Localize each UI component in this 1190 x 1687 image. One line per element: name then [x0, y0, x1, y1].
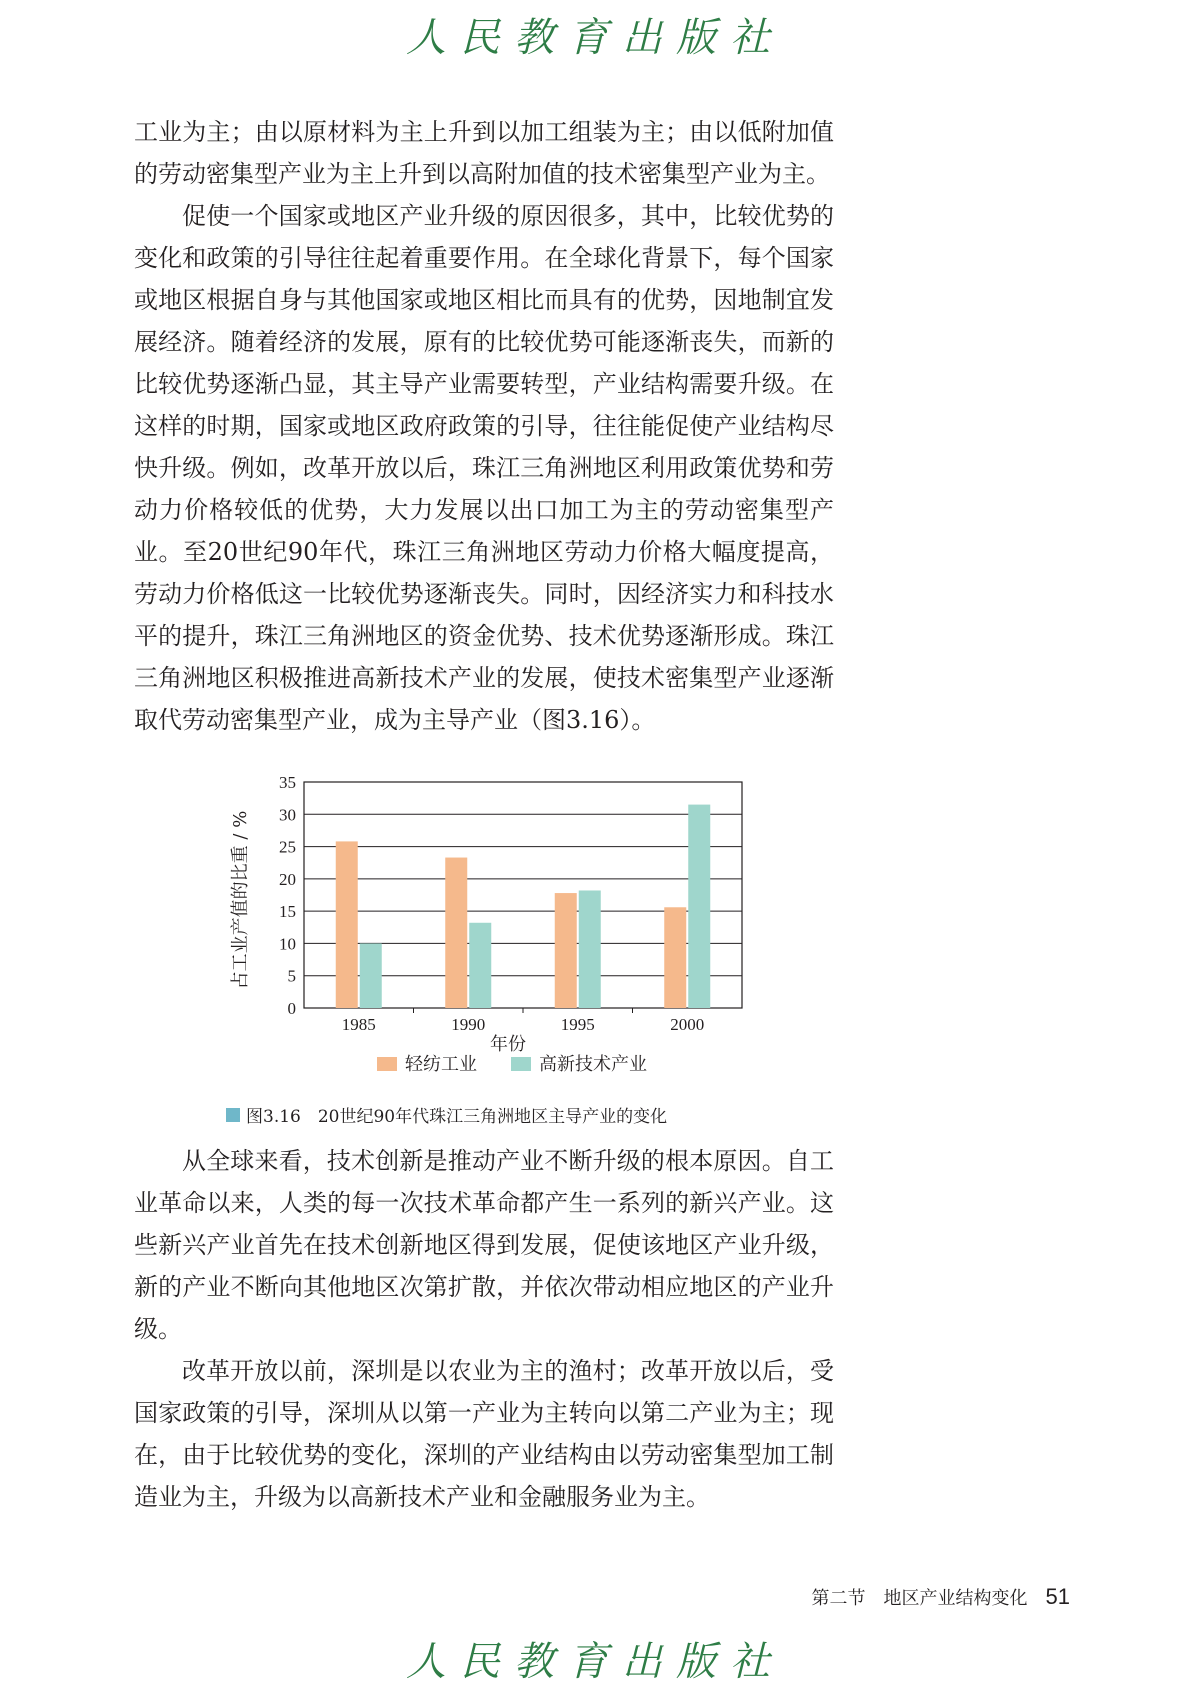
figure-caption	[226, 1102, 667, 1127]
paragraph: 从全球来看，技术创新是推动产业不断升级的根本原因。自工业革命以来，人类的每一次技术革命都产生一系列的新兴产业。这些新兴产业首先在技术创新地区得到发展，促使该地区产业升级，新的产业不断向其他地区次第扩散，并依次带动相应地区的产业升级。	[134, 1147, 834, 1343]
legend-label: 高新技术产业	[539, 1054, 647, 1075]
x-axis-label: 年份	[490, 1034, 526, 1055]
body-text-top	[134, 111, 834, 741]
legend-swatch-高新技术产业	[511, 1057, 531, 1071]
bar-高新技术产业	[360, 943, 382, 1008]
paragraph: 工业为主；由以原材料为主上升到以加工组装为主；由以低附加值的劳动密集型产业为主上升到以高附加值的技术密集型产业为主。	[134, 118, 834, 188]
y-tick-label: 0	[287, 999, 296, 1018]
caption-marker-icon	[226, 1108, 240, 1122]
publisher-logo-top: 人民教育出版社	[406, 15, 784, 61]
y-tick-label: 20	[279, 869, 296, 889]
body-text-bottom	[134, 1140, 834, 1518]
y-tick-label: 15	[279, 902, 296, 922]
y-axis-label: 占工业产值的比重 / %	[230, 810, 251, 990]
y-tick-label: 30	[279, 805, 296, 825]
bar-chart	[134, 760, 834, 1100]
y-tick-label: 10	[279, 934, 296, 954]
y-tick-label: 35	[279, 773, 296, 792]
bar-高新技术产业	[688, 805, 710, 1008]
page-number: 51	[1045, 1584, 1070, 1609]
x-tick-label: 1985	[341, 1015, 376, 1034]
y-tick-label: 5	[287, 966, 296, 986]
footer-section-title: 第二节 地区产业结构变化	[811, 1588, 1028, 1609]
x-tick-label: 2000	[670, 1015, 705, 1034]
bar-轻纺工业	[664, 907, 686, 1008]
figure-caption-text: 图3.16 20世纪90年代珠江三角洲地区主导产业的变化	[246, 1107, 668, 1127]
legend-swatch-轻纺工业	[377, 1057, 397, 1071]
legend-label: 轻纺工业	[405, 1054, 477, 1075]
page-footer	[812, 1584, 1070, 1610]
bar-轻纺工业	[445, 858, 467, 1008]
bar-高新技术产业	[579, 890, 601, 1008]
publisher-logo-bottom: 人民教育出版社	[406, 1639, 784, 1685]
x-tick-label: 1990	[451, 1015, 486, 1034]
x-tick-label: 1995	[560, 1015, 595, 1034]
figure-3-16	[134, 760, 834, 1130]
paragraph: 促使一个国家或地区产业升级的原因很多，其中，比较优势的变化和政策的引导往往起着重要作用。在全球化背景下，每个国家或地区根据自身与其他国家或地区相比而具有的优势，因地制宜发展经济。随着经济的发展，原有的比较优势可能逐渐丧失，而新的比较优势逐渐凸显，其主导产业需要转型，产业结构需要升级。在这样的时期，国家或地区政府政策的引导，往往能促使产业结构尽快升级。例如，改革开放以后，珠江三角洲地区利用政策优势和劳动力价格较低的优势，大力发展以出口加工为主的劳动密集型产业。至20世纪90年代，珠江三角洲地区劳动力价格大幅度提高，劳动力价格低这一比较优势逐渐丧失。同时，因经济实力和科技水平的提升，珠江三角洲地区的资金优势、技术优势逐渐形成。珠江三角洲地区积极推进高新技术产业的发展，使技术密集型产业逐渐取代劳动密集型产业，成为主导产业（图3.16）。	[134, 202, 834, 734]
bar-轻纺工业	[336, 841, 358, 1008]
y-tick-label: 25	[279, 837, 296, 857]
bar-高新技术产业	[469, 923, 491, 1008]
bar-轻纺工业	[555, 893, 577, 1008]
paragraph: 改革开放以前，深圳是以农业为主的渔村；改革开放以后，受国家政策的引导，深圳从以第一产业为主转向以第二产业为主；现在，由于比较优势的变化，深圳的产业结构由以劳动密集型加工制造业为主，升级为以高新技术产业和金融服务业为主。	[134, 1357, 834, 1511]
